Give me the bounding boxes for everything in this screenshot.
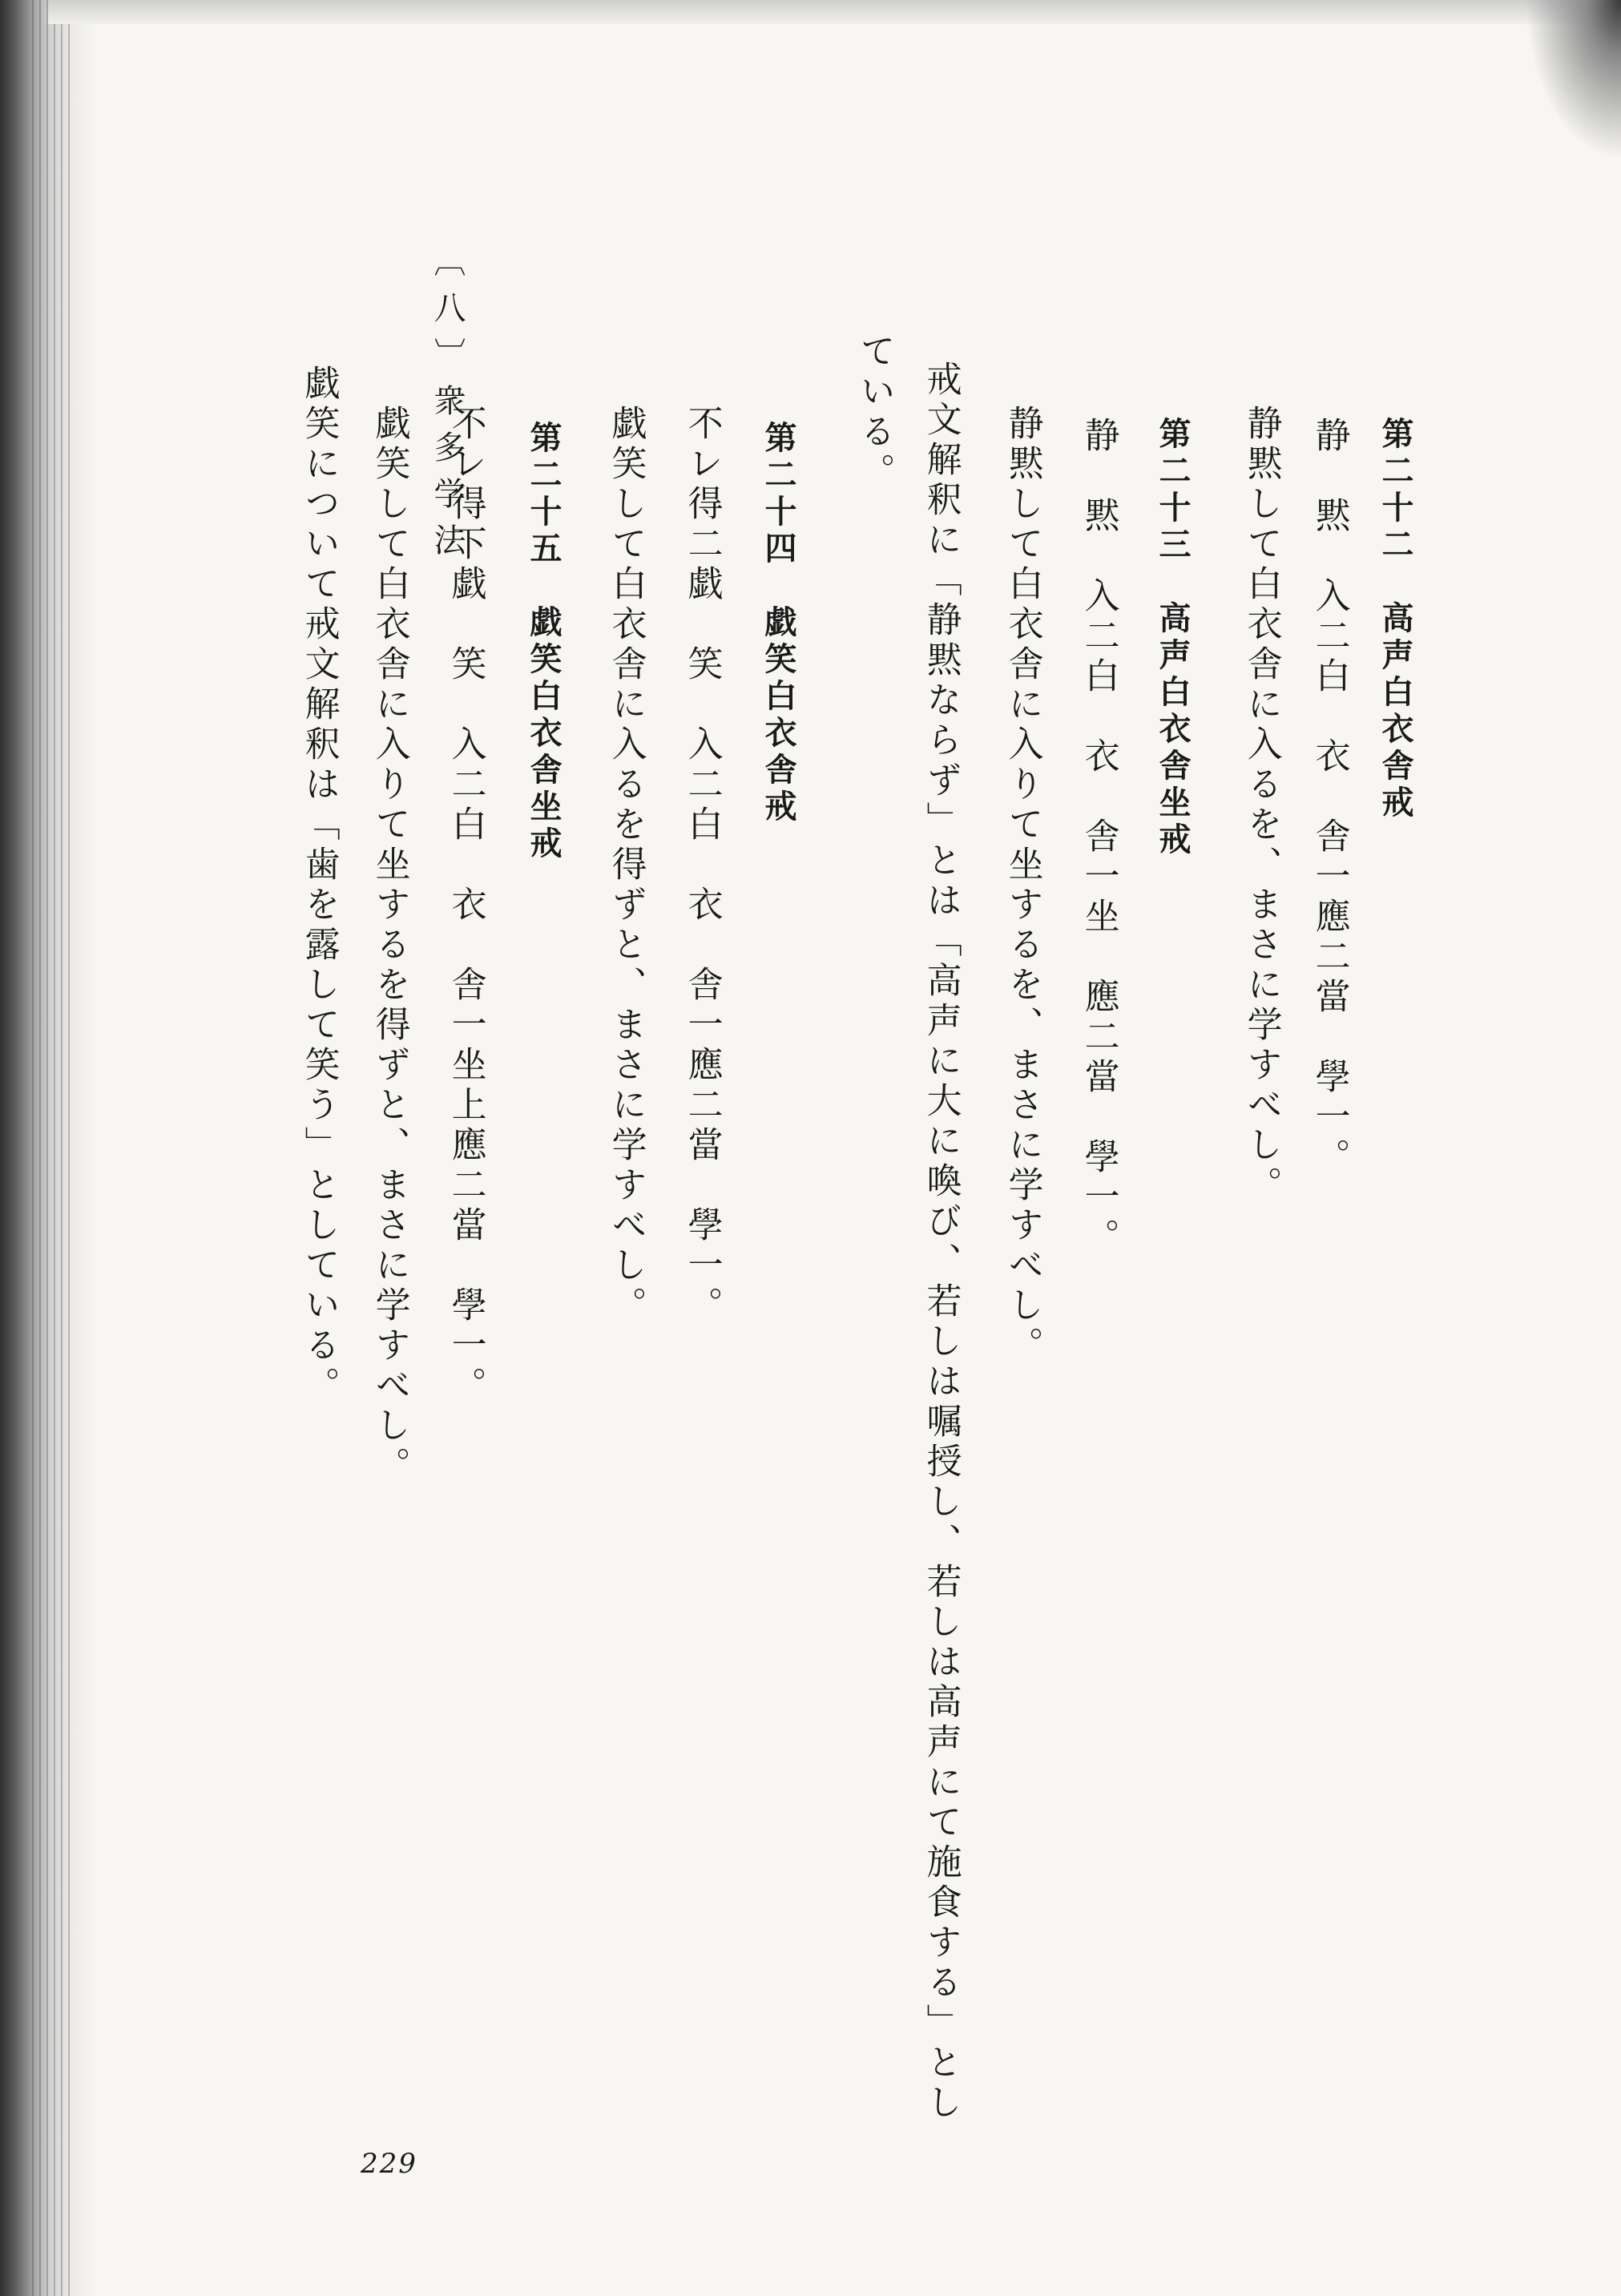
rule-heading-22: 第二十二 高声白衣舎戒: [1377, 417, 1413, 822]
page-number: 229: [361, 2148, 417, 2180]
rule-text-24: 不レ得二戯 笑 入二白 衣 舎一應二當 學一。: [681, 405, 723, 1326]
rule-reading-23: 静黙して白衣舎に入りて坐するを、まさに学すべし。: [1002, 405, 1043, 1366]
rule-reading-22: 静黙して白衣舎に入るを、まさに学すべし。: [1240, 405, 1282, 1206]
rule-heading-25: 第二十五 戯笑白衣舎坐戒: [525, 421, 562, 863]
commentary-line-3: 戯笑について戒文解釈は「歯を露して笑う」としている。: [298, 365, 340, 1406]
section-header: 〔八〕衆多学法: [429, 244, 466, 570]
page-edge-lines: [32, 0, 72, 2296]
rule-text-25: 不レ得下戯 笑 入二白 衣 舎一坐上應二當 學一。: [445, 405, 486, 1406]
corner-shadow: [1525, 0, 1621, 160]
rule-text-22: 静 黙 入二白 衣 舎一應二當 學一。: [1308, 417, 1350, 1178]
commentary-line-2: ている。: [853, 333, 895, 493]
rule-reading-25: 戯笑して白衣舎に入りて坐するを得ずと、まさに学すべし。: [369, 405, 410, 1487]
rule-reading-24: 戯笑して白衣舎に入るを得ずと、まさに学すべし。: [605, 405, 647, 1326]
rule-heading-23: 第二十三 高声白衣舎坐戒: [1154, 417, 1191, 859]
commentary-line-1: 戒文解釈に「静黙ならず」とは「高声に大に喚び、若しは嘱授し、若しは高声にて施食する」とし: [920, 361, 962, 2124]
rule-heading-24: 第二十四 戯笑白衣舎戒: [760, 421, 796, 826]
top-page-edge: [48, 0, 1619, 24]
rule-text-23: 静 黙 入二白 衣 舎一坐 應二當 學一。: [1078, 417, 1119, 1258]
